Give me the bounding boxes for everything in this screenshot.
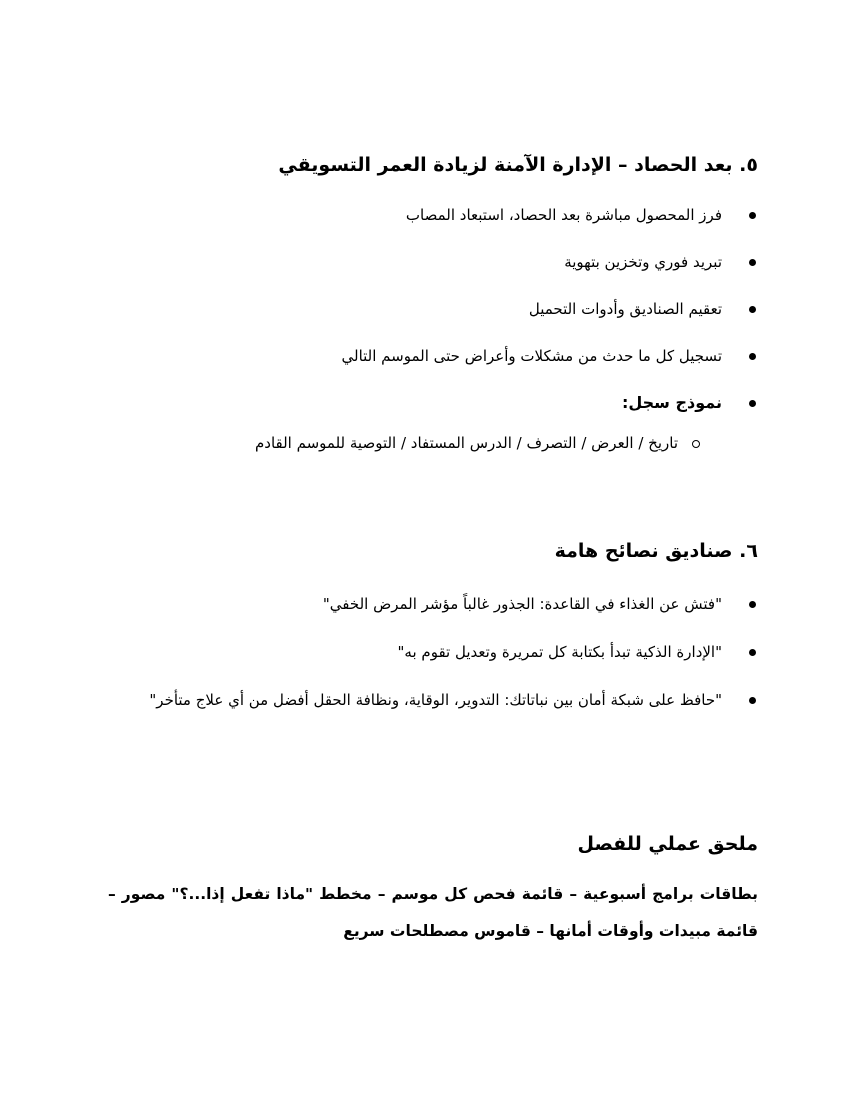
bullet-dot-icon <box>749 353 756 360</box>
hollow-bullet-icon <box>692 440 700 448</box>
sub-item-text: تاريخ / العرض / التصرف / الدرس المستفاد / التوصية للموسم القادم <box>254 434 678 452</box>
list-item-text: تسجيل كل ما حدث من مشكلات وأعراض حتى الموسم التالي <box>341 347 722 365</box>
list-item <box>78 203 758 227</box>
section6-heading: ٦. صناديق نصائح هامة <box>554 540 758 562</box>
record-template-sub-item <box>255 431 758 455</box>
list-item-text: تعقيم الصناديق وأدوات التحميل <box>528 300 722 318</box>
list-item <box>78 344 758 368</box>
list-item <box>78 250 758 274</box>
bullet-dot-icon <box>749 400 756 407</box>
bullet-dot-icon <box>749 601 756 608</box>
bullet-dot-icon <box>749 306 756 313</box>
list-item-text: "حافظ على شبكة أمان بين نباتاتك: التدوير، الوقاية، ونظافة الحقل أفضل من أي علاج متأخر" <box>149 691 722 709</box>
bullet-dot-icon <box>749 259 756 266</box>
list-item-text: فرز المحصول مباشرة بعد الحصاد، استبعاد المصاب <box>405 206 722 224</box>
bullet-dot-icon <box>749 697 756 704</box>
section6-list <box>78 592 758 745</box>
bullet-dot-icon <box>749 649 756 656</box>
appendix-heading: ملحق عملي للفصل <box>577 833 758 855</box>
appendix-text: بطاقات برامج أسبوعية – قائمة فحص كل موسم – مخطط "ماذا تفعل إذا...؟" مصور – قائمة مبيدات وأوقات أمانها – قاموس مصطلحات سريع <box>108 885 758 940</box>
list-item <box>78 680 758 721</box>
list-item-text: تبريد فوري وتخزين بتهوية <box>564 253 722 271</box>
list-item <box>78 592 758 616</box>
list-item <box>78 640 758 664</box>
list-item-text: "الإدارة الذكية تبدأ بكتابة كل تمريرة وتعديل تقوم به" <box>397 643 722 661</box>
section5-heading: ٥. بعد الحصاد – الإدارة الآمنة لزيادة العمر التسويقي <box>278 154 758 176</box>
section5-list <box>78 203 758 438</box>
bullet-dot-icon <box>749 212 756 219</box>
list-item-text: نموذج سجل: <box>621 393 722 412</box>
list-item <box>78 297 758 321</box>
list-item <box>78 391 758 415</box>
list-item-text: "فتش عن الغذاء في القاعدة: الجذور غالباً مؤشر المرض الخفي" <box>322 595 722 613</box>
